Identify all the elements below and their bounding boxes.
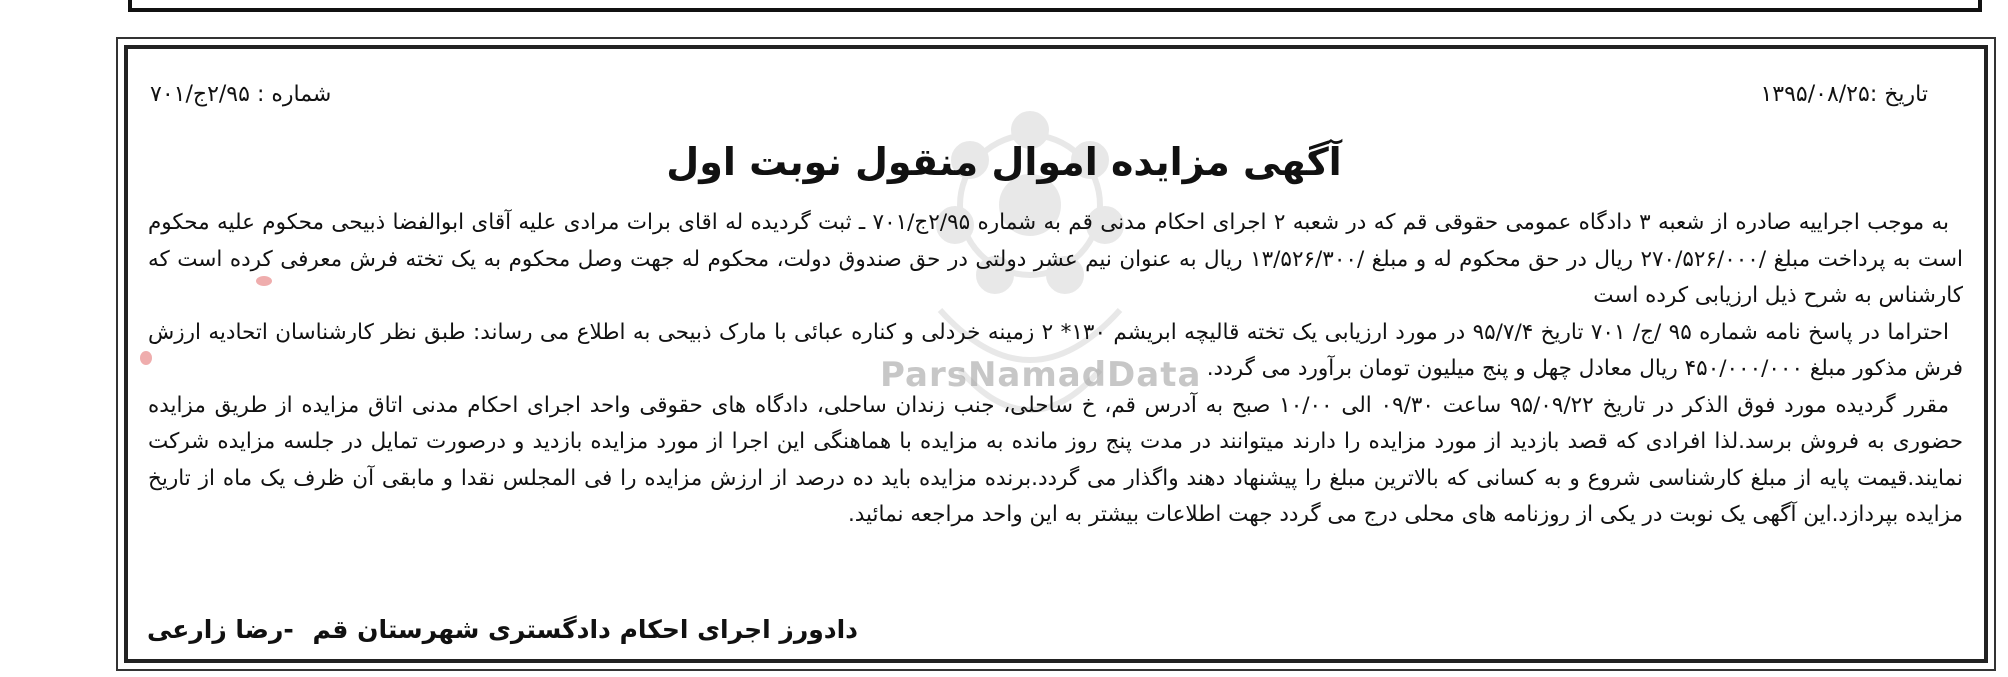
paragraph-appraisal: احتراما در پاسخ نامه شماره ۹۵ /ج/ ۷۰۱ تاریخ ۹۵/۷/۴ در مورد ارزیابی یک تخته قالیچه ابریشم ۱۳۰* ۲ زمینه خردلی و کناره عبائی با مارک ذبیحی به اطلاع می رساند: طبق نظر کارشناسان اتحادیه ارزش فرش مذکور مبلغ ۴۵۰/۰۰۰/۰۰۰ ریال معادل چهل و پنج میلیون تومان برآورد می گردد. [148,319,1963,381]
signature-name: -رضا زارعی [146,615,294,644]
watermark-text: ParsNamadData [880,355,1202,395]
signature-block [137,615,858,644]
signature-title: دادورز اجرای احکام دادگستری شهرستان قم [312,615,858,644]
notice-body [148,205,1963,534]
notice-date: تاریخ :۱۳۹۵/۰۸/۲۵ [1760,82,1928,107]
notice-number: شماره : ۲/۹۵ج/۷۰۱ [150,82,332,107]
paragraph-auction-terms: مقرر گردیده مورد فوق الذکر در تاریخ ۹۵/۰۹/۲۲ ساعت ۰۹/۳۰ الی ۱۰/۰۰ صبح به آدرس قم، خ ساحلی، جنب زندان ساحلی، دادگاه های حقوقی واحد اجرای احکام مدنی اتاق مزایده از طریق مزایده حضوری به فروش برسد.لذا افرادی که قصد بازدید از مورد مزایده را دارند میتوانند در مدت پنج روز مانده به مزایده با هماهنگی این اجرا از مورد مزایده بازدید و درصورت تمایل در جلسه مزایده شرکت نمایند.قیمت پایه از مبلغ کارشناسی شروع و به کسانی که بالاترین مبلغ را پیشنهاد دهند واگذار می گردد.برنده مزایده باید ده درصد از ارزش مزایده را فی المجلس نقدا و مابقی آن ظرف یک ماه از تاریخ مزایده بپردازد.این آگهی یک نوبت در یکی از روزنامه های محلی درج می گردد جهت اطلاعات بیشتر به این واحد مراجعه نمائید. [148,392,1963,527]
notice-title: آگهی مزایده اموال منقول نوبت اول [666,140,1342,184]
paragraph-execution-order: به موجب اجراییه صادره از شعبه ۳ دادگاه عمومی حقوقی قم که در شعبه ۲ اجرای احکام مدنی قم به شماره ۲/۹۵ج/۷۰۱ ـ ثبت گردیده له اقای برات مرادی علیه آقای ابوالفضا ذبیحی محکوم علیه محکوم است به پرداخت مبلغ /۲۷۰/۵۲۶/۰۰۰ ریال در حق محکوم له و مبلغ /۱۳/۵۲۶/۳۰۰ ریال به عنوان نیم عشر دولتی در حق صندوق دولت، محکوم له جهت وصل محکوم به یک تخته فرش معرفی کرده است که کارشناس به شرح ذیل ارزیابی کرده است [148,210,1963,308]
top-border-strip [128,0,1982,12]
